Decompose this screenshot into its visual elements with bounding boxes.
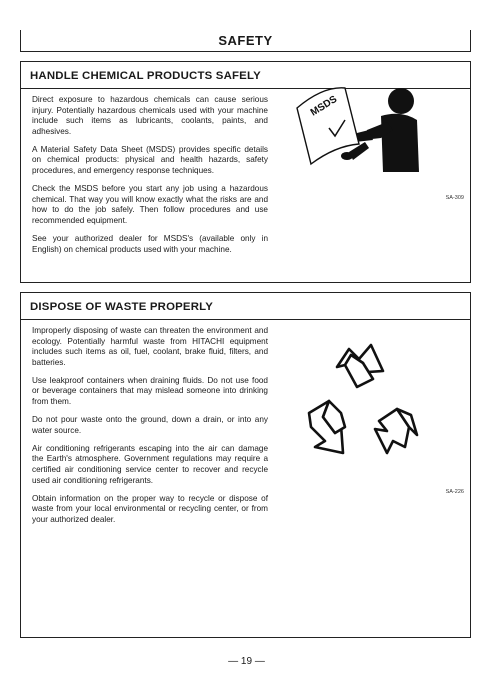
- section-divider: [21, 319, 470, 320]
- paragraph: A Material Safety Data Sheet (MSDS) provides specific details on chemical products: physical and health hazards, safety procedures, and emergency response techniques.: [32, 144, 268, 176]
- page-title: SAFETY: [218, 33, 273, 48]
- msds-label: MSDS: [308, 93, 340, 119]
- figure-reference: SA-226: [445, 489, 464, 495]
- paragraph: Direct exposure to hazardous chemicals can cause serious injury. Potentially hazardous chemicals used with your machine include such items as lubricants, coolants, paints, and adhesives.: [32, 95, 268, 136]
- section-title: HANDLE CHEMICAL PRODUCTS SAFELY: [30, 70, 261, 82]
- section-body: [32, 95, 268, 263]
- section-dispose-waste: [20, 292, 471, 638]
- section-handle-chemicals: [20, 61, 471, 283]
- section-body: [32, 326, 268, 533]
- paragraph: Air conditioning refrigerants escaping into the air can damage the Earth's atmosphere. Government regulations may require a certified air conditioning service center to recover and recycle used air conditioning refrigerants.: [32, 443, 268, 485]
- person-reading-msds-icon: [283, 72, 433, 172]
- recycle-arrows-icon: [293, 343, 433, 483]
- figure-reference: SA-309: [445, 195, 464, 201]
- paragraph: Check the MSDS before you start any job using a hazardous chemical. That way you will know exactly what the risks are and how to do the job safely. Then follow procedures and use recommended equipment.: [32, 184, 268, 225]
- paragraph: Obtain information on the proper way to recycle or dispose of waste from your local environmental or recycling center, or from your authorized dealer.: [32, 493, 268, 524]
- paragraph: Do not pour waste onto the ground, down a drain, or into any water source.: [32, 415, 268, 435]
- paragraph: See your authorized dealer for MSDS's (available only in English) on chemical products used with your machine.: [32, 234, 268, 254]
- page-number: — 19 —: [228, 656, 265, 667]
- paragraph: Use leakproof containers when draining fluids. Do not use food or beverage containers that may mislead someone into drinking from them.: [32, 375, 268, 407]
- section-title: DISPOSE OF WASTE PROPERLY: [30, 301, 214, 313]
- page-header: [20, 30, 471, 52]
- paragraph: Improperly disposing of waste can threaten the environment and ecology. Potentially harmful waste from HITACHI equipment includes such items as oil, fuel, coolant, brake fluid, filters, and batteries.: [32, 326, 268, 367]
